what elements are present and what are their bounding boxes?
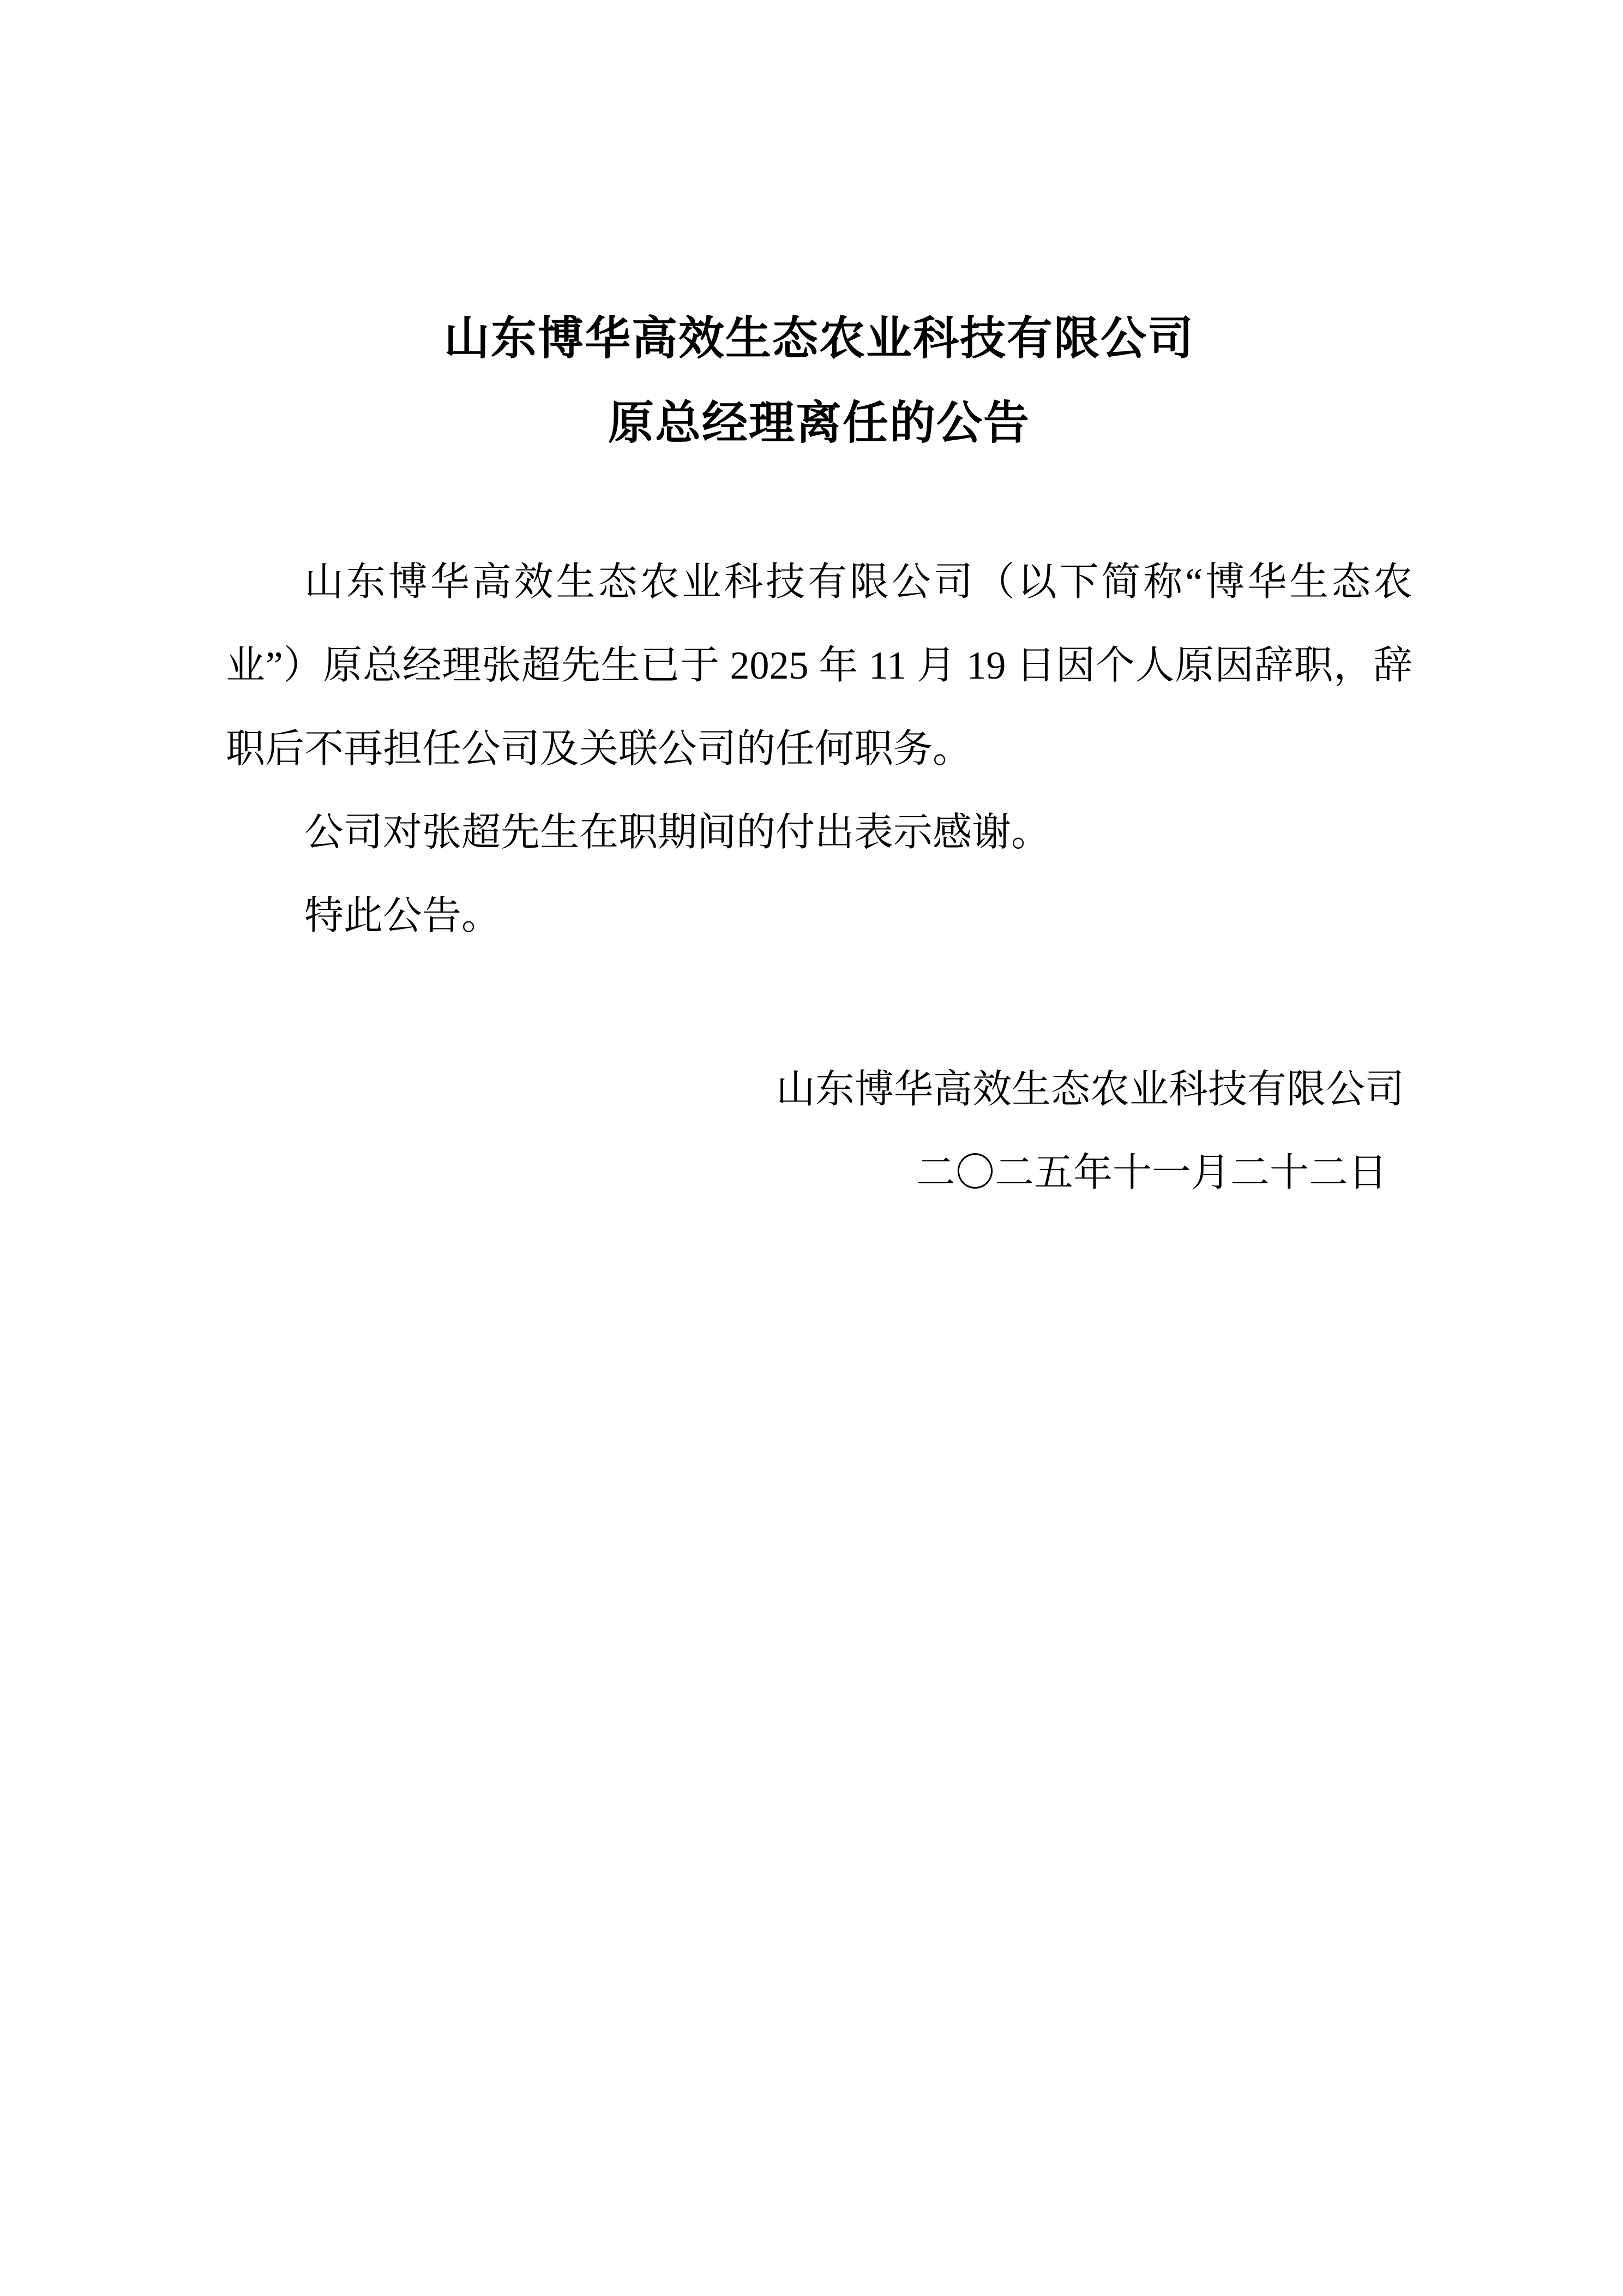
paragraph-thanks: 公司对张超先生在职期间的付出表示感谢。 xyxy=(304,811,1051,854)
title-announcement-subject: 原总经理离任的公告 xyxy=(608,398,1030,449)
document-content xyxy=(226,297,1412,1215)
signature-date: 二〇二五年十一月二十二日 xyxy=(916,1151,1387,1195)
paragraph-resignation-statement: 山东博华高效生态农业科技有限公司（以下简称“博华生态农业”）原总经理张超先生已于 2025 年 11 月 19 日因个人原因辞职，辞职后不再担任公司及关联公司的任何职务。 xyxy=(226,560,1412,771)
paragraph-closing: 特此公告。 xyxy=(304,894,501,938)
signature-company-name: 山东博华高效生态农业科技有限公司 xyxy=(776,1068,1404,1111)
signature-block xyxy=(226,1048,1412,1215)
title-company-name: 山东博华高效生态农业科技有限公司 xyxy=(443,314,1194,364)
document-title xyxy=(226,297,1412,466)
